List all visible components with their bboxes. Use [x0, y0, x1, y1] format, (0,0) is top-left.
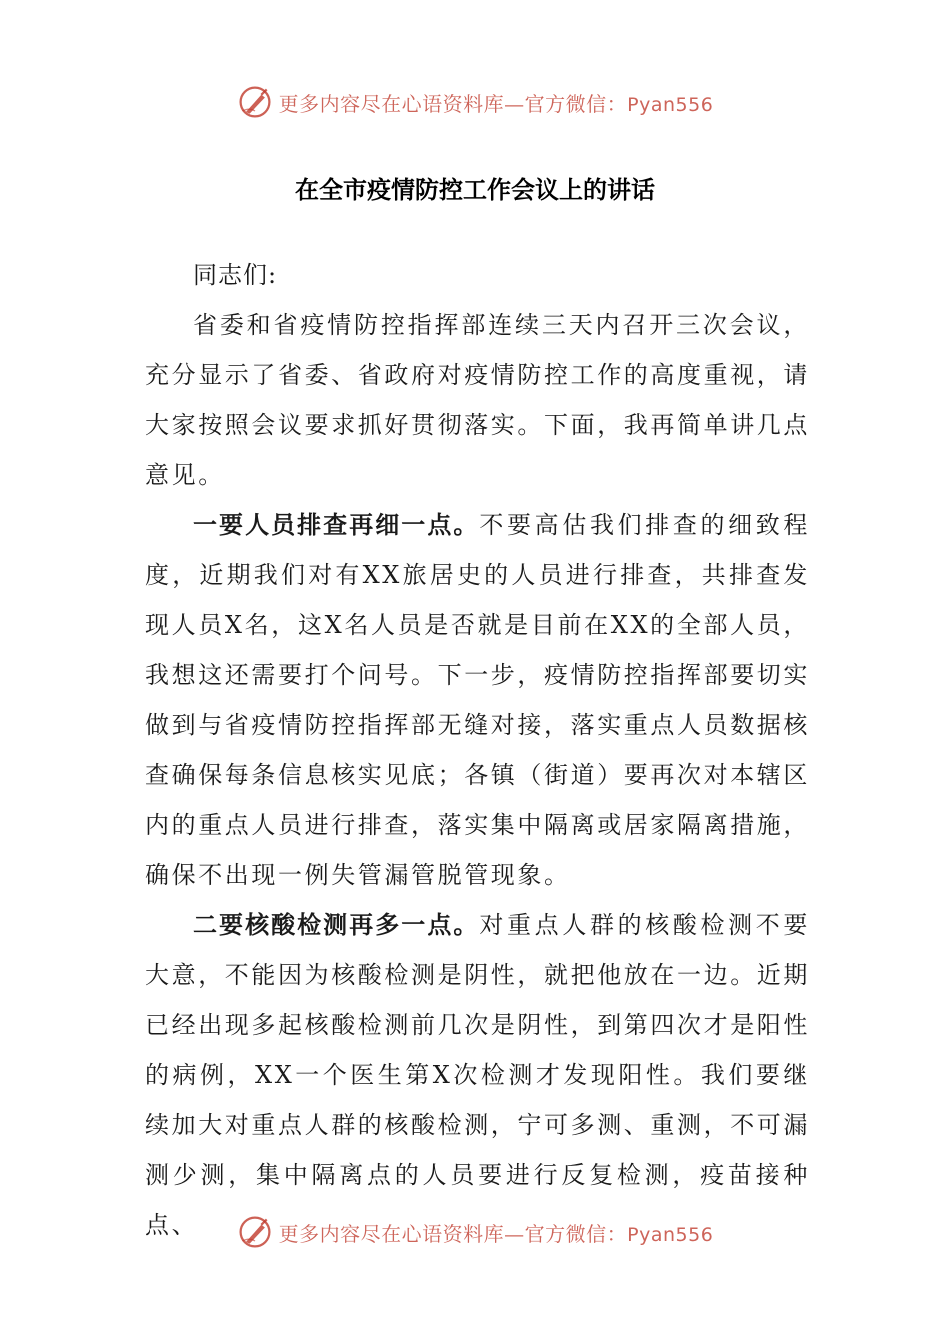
header-watermark-banner — [0, 82, 950, 122]
pen-logo-icon — [237, 1214, 273, 1250]
document-body — [145, 250, 810, 1250]
document-title: 在全市疫情防控工作会议上的讲话 — [295, 176, 655, 204]
section-heading-2: 二要核酸检测再多一点。 — [193, 911, 480, 939]
section-heading-1: 一要人员排查再细一点。 — [193, 511, 480, 539]
section-paragraph-2 — [145, 900, 810, 1250]
pen-logo-icon — [237, 84, 273, 120]
section-text-1: 不要高估我们排查的细致程度，近期我们对有XX旅居史的人员进行排查，共排查发现人员X名，这X名人员是否就是目前在XX的全部人员，我想这还需要打个问号。下一步，疫情防控指挥部要切实做到与省疫情防控指挥部无缝对接，落实重点人员数据核查确保每条信息核实见底；各镇（街道）要再次对本辖区内的重点人员进行排查，落实集中隔离或居家隔离措施，确保不出现一例失管漏管脱管现象。 — [145, 511, 811, 889]
intro-paragraph: 省委和省疫情防控指挥部连续三天内召开三次会议，充分显示了省委、省政府对疫情防控工作的高度重视，请大家按照会议要求抓好贯彻落实。下面，我再简单讲几点意见。 — [145, 311, 810, 489]
section-paragraph-1 — [145, 500, 810, 900]
watermark-text: 更多内容尽在心语资料库—官方微信：Pyan556 — [278, 91, 714, 116]
watermark-text: 更多内容尽在心语资料库—官方微信：Pyan556 — [278, 1221, 714, 1246]
greeting: 同志们: — [193, 261, 278, 289]
footer-watermark-banner — [0, 1212, 950, 1252]
section-text-2: 对重点人群的核酸检测不要大意，不能因为核酸检测是阴性，就把他放在一边。近期已经出现多起核酸检测前几次是阴性，到第四次才是阳性的病例，XX一个医生第X次检测才发现阳性。我们要继续加大对重点人群的核酸检测，宁可多测、重测，不可漏测少测，集中隔离点的人员要进行反复检测，疫苗接种点、 — [145, 911, 811, 1239]
